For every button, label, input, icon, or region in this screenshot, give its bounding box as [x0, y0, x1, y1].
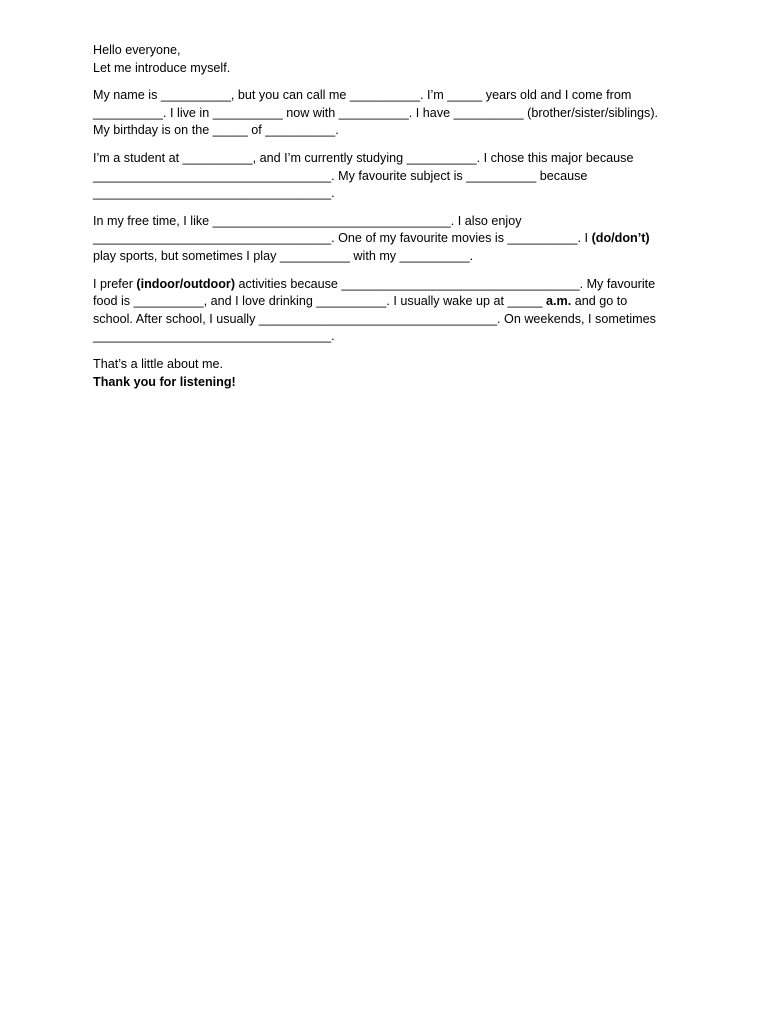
text-line: My name is __________, but you can call me __________. I’m _____ years old and I come from: [93, 88, 632, 103]
text-segment: activities because __________________________________. My favourite: [235, 276, 656, 291]
text-line: [93, 293, 693, 311]
text-segment: and go to: [571, 294, 628, 309]
text-line: __________________________________.: [93, 186, 335, 201]
text-segment: __________________________________. One of my favourite movies is __________. I: [93, 231, 592, 246]
closing: [93, 356, 693, 391]
text-line: My birthday is on the _____ of __________.: [93, 123, 339, 138]
text-line: __________. I live in __________ now with __________. I have __________ (brother/sister/siblings).: [93, 105, 659, 120]
thank-you-line: Thank you for listening!: [93, 374, 236, 389]
bold-choice: (indoor/outdoor): [136, 276, 236, 291]
text-line: play sports, but sometimes I play __________ with my __________.: [93, 248, 474, 263]
bold-choice: (do/don’t): [591, 231, 650, 246]
text-segment: I prefer: [93, 276, 137, 291]
bold-time: a.m.: [546, 294, 572, 309]
paragraph-preferences: [93, 276, 693, 346]
text-line: school. After school, I usually __________________________________. On weekends, I sometimes: [93, 311, 656, 326]
text-segment: food is __________, and I love drinking __________. I usually wake up at _____: [93, 294, 547, 309]
document-page: [93, 42, 693, 401]
closing-line: That’s a little about me.: [93, 356, 223, 371]
paragraph-free-time: [93, 213, 693, 266]
text-line: __________________________________. My favourite subject is __________ because: [93, 168, 588, 183]
greeting-line: Hello everyone,: [93, 43, 181, 57]
intro-line: Let me introduce myself.: [93, 60, 231, 75]
text-line: [93, 276, 693, 294]
text-line: __________________________________.: [93, 329, 335, 344]
text-line: I’m a student at __________, and I’m currently studying __________. I chose this major because: [93, 150, 634, 165]
text-line: In my free time, I like __________________________________. I also enjoy: [93, 213, 522, 228]
text-line: [93, 230, 693, 248]
greeting: [93, 42, 693, 77]
paragraph-name: [93, 87, 693, 140]
paragraph-studies: [93, 150, 693, 203]
